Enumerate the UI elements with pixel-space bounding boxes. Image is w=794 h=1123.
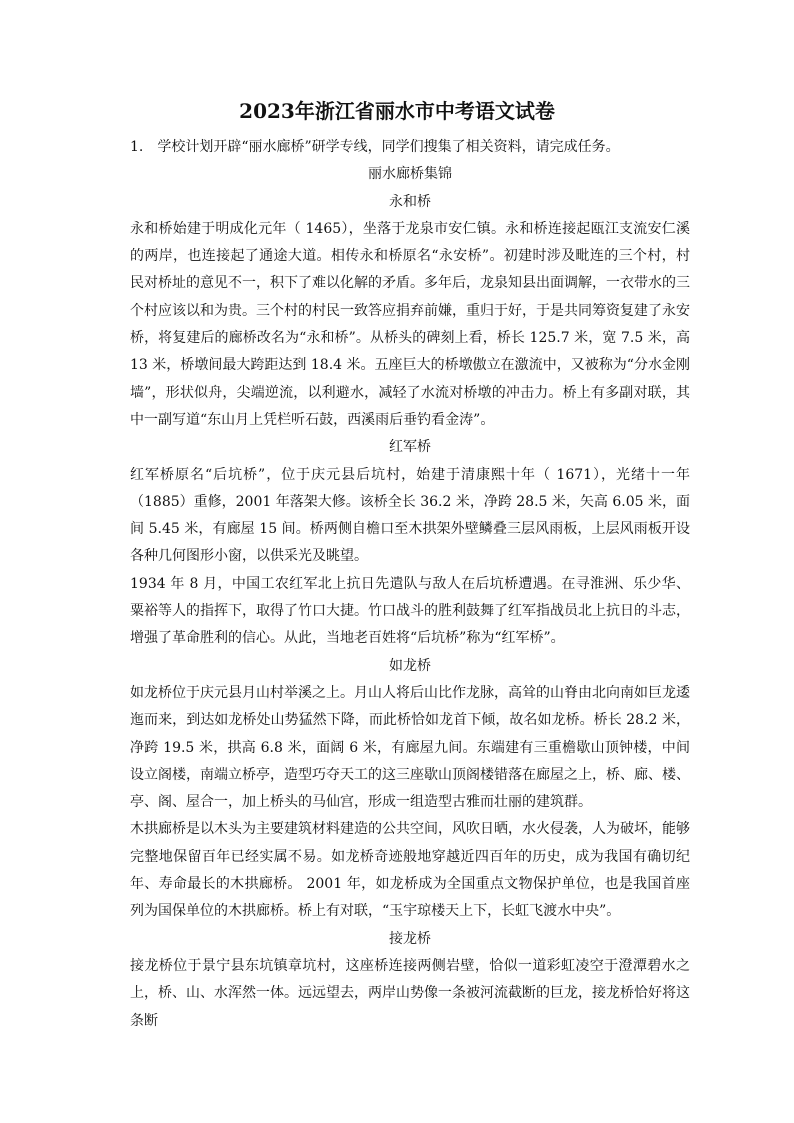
collection-title: 丽水廊桥集锦 bbox=[368, 166, 452, 183]
section-paragraph: 如龙桥位于庆元县月山村举溪之上。月山人将后山比作龙脉，高耸的山脊由北向南如巨龙逶迤而来，到达如龙桥处山势猛然下降，而此桥恰如龙首下倾，故名如龙桥。桥长 28.2 米，净跨 19.5 米，拱高 6.8 米，面阔 6 米，有廊屋九间。东端建有三重檐歇山顶钟楼，中间设立阁楼，南端立桥亭，造型巧夺天工的这三座歇山顶阁楼错落在廊屋之上，桥、廊、楼、亭、阁、屋合一，加上桥头的马仙宫，形成一组造型古雅而壮丽的建筑群。 bbox=[130, 684, 690, 811]
section-heading-jielong: 接龙桥 bbox=[389, 930, 431, 947]
section-heading-hongjun: 红军桥 bbox=[389, 439, 431, 456]
question-prompt: 1. 学校计划开辟“丽水廊桥”研学专线，同学们搜集了相关资料，请完成任务。 bbox=[130, 139, 620, 155]
exam-title: 2023年浙江省丽水市中考语文试卷 bbox=[239, 99, 555, 123]
document-body bbox=[130, 134, 690, 1035]
section-paragraph: 永和桥始建于明成化元年（ 1465），坐落于龙泉市安仁镇。永和桥连接起瓯江支流安仁溪的两岸，也连接起了通途大道。相传永和桥原名“永安桥”。初建时涉及毗连的三个村，村民对桥址的意见不一，积下了难以化解的矛盾。多年后，龙泉知县出面调解，一衣带水的三个村应该以和为贵。三个村的村民一致答应捐弃前嫌，重归于好，于是共同筹资复建了永安桥，将复建后的廊桥改名为“永和桥”。从桥头的碑刻上看，桥长 125.7 米，宽 7.5 米，高 13 米，桥墩间最大跨距达到 18.4 米。五座巨大的桥墩傲立在激流中，又被称为“分水金刚墙”，形状似舟，尖端逆流，以利避水，减轻了水流对桥墩的冲击力。桥上有多副对联，其中一副写道“东山月上凭栏听石鼓，西溪雨后垂钓看金涛”。 bbox=[130, 220, 690, 428]
section-heading-yonghe: 永和桥 bbox=[389, 193, 431, 210]
section-paragraph: 红军桥原名“后坑桥”，位于庆元县后坑村，始建于清康熙十年（ 1671），光绪十一年（1885）重修，2001 年落架大修。该桥全长 36.2 米，净跨 28.5 米，矢高 6.05 米，面间 5.45 米，有廊屋 15 间。桥两侧自檐口至木拱架外壁鳞叠三层风雨板，上层风雨板开设各种几何图形小窗，以供采光及眺望。 bbox=[130, 466, 690, 565]
section-paragraph: 接龙桥位于景宁县东坑镇章坑村，这座桥连接两侧岩壁，恰似一道彩虹凌空于澄潭碧水之上，桥、山、水浑然一体。远远望去，两岸山势像一条被河流截断的巨龙，接龙桥恰好将这条断 bbox=[130, 957, 690, 1029]
section-heading-rulong: 如龙桥 bbox=[389, 657, 431, 674]
section-paragraph: 木拱廊桥是以木头为主要建筑材料建造的公共空间，风吹日晒，水火侵袭，人为破坏，能够完整地保留百年已经实属不易。如龙桥奇迹般地穿越近四百年的历史，成为我国有确切纪年、寿命最长的木拱廊桥。 2001 年，如龙桥成为全国重点文物保护单位，也是我国首座列为国保单位的木拱廊桥。桥上有对联，“玉宇琼楼天上下，长虹飞渡水中央”。 bbox=[130, 821, 690, 920]
section-paragraph: 1934 年 8 月，中国工农红军北上抗日先遣队与敌人在后坑桥遭遇。在寻淮洲、乐少华、粟裕等人的指挥下，取得了竹口大捷。竹口战斗的胜利鼓舞了红军指战员北上抗日的斗志，增强了革命胜利的信心。从此，当地老百姓将“后坑桥”称为“红军桥”。 bbox=[130, 575, 690, 647]
